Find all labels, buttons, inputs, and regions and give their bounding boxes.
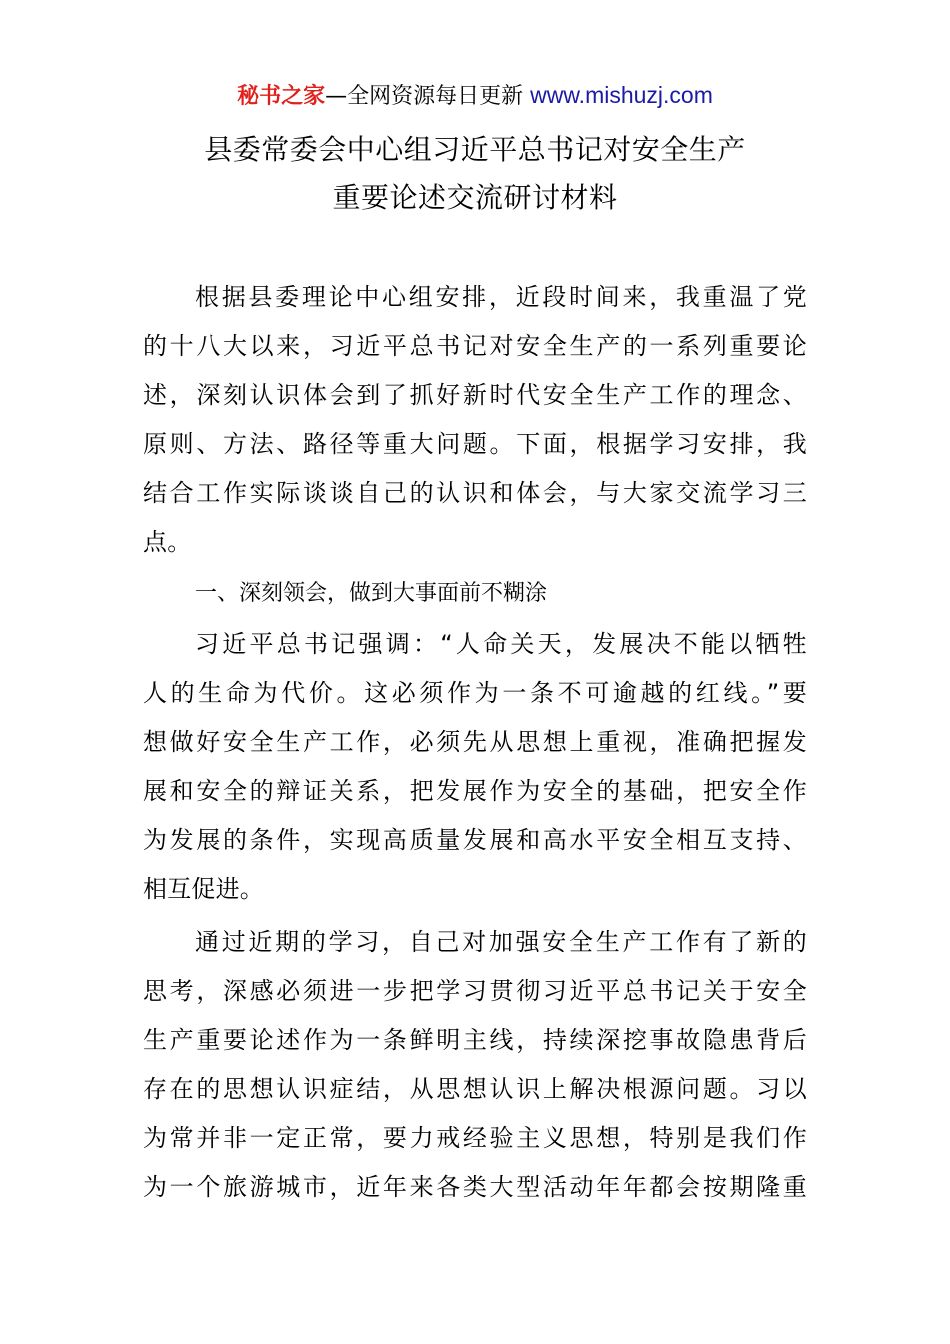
paragraph-line: 根据县委理论中心组安排，近段时间来，我重温了党 <box>195 283 807 311</box>
paragraph-line: 述，深刻认识体会到了抓好新时代安全生产工作的理念、 <box>143 381 807 409</box>
document-title-line-1: 县委常委会中心组习近平总书记对安全生产 <box>204 133 746 166</box>
document-title-line-2: 重要论述交流研讨材料 <box>332 181 618 214</box>
paragraph-line: 结合工作实际谈谈自己的认识和体会，与大家交流学习三 <box>143 479 807 507</box>
site-header <box>0 78 950 114</box>
section-heading-1: 一、深刻领会，做到大事面前不糊涂 <box>195 581 548 606</box>
paragraph-line: 人的生命为代价。这必须作为一条不可逾越的红线。”要 <box>143 679 807 707</box>
paragraph-line: 存在的思想认识症结，从思想认识上解决根源问题。习以 <box>143 1075 807 1103</box>
paragraph-line: 展和安全的辩证关系，把发展作为安全的基础，把安全作 <box>143 777 807 805</box>
paragraph-line: 为常并非一定正常，要力戒经验主义思想，特别是我们作 <box>143 1124 807 1152</box>
paragraph-line: 相互促进。 <box>143 875 264 903</box>
paragraph-line: 为一个旅游城市，近年来各类大型活动年年都会按期隆重 <box>143 1173 807 1201</box>
paragraph-line: 点。 <box>143 528 192 556</box>
paragraph-line: 生产重要论述作为一条鲜明主线，持续深挖事故隐患背后 <box>143 1026 807 1054</box>
paragraph-line: 通过近期的学习，自己对加强安全生产工作有了新的 <box>195 928 807 956</box>
paragraph-line: 思考，深感必须进一步把学习贯彻习近平总书记关于安全 <box>143 977 807 1005</box>
paragraph-line: 习近平总书记强调：“人命关天，发展决不能以牺牲 <box>195 630 807 658</box>
paragraph-line: 为发展的条件，实现高质量发展和高水平安全相互支持、 <box>143 826 807 854</box>
site-url-link[interactable]: www.mishuzj.com <box>530 82 713 108</box>
brand-name: 秘书之家 <box>237 84 326 109</box>
paragraph-line: 的十八大以来，习近平总书记对安全生产的一系列重要论 <box>143 332 807 360</box>
paragraph-line: 原则、方法、路径等重大问题。下面，根据学习安排，我 <box>143 430 807 458</box>
paragraph-line: 想做好安全生产工作，必须先从思想上重视，准确把握发 <box>143 728 807 756</box>
header-tagline: —全网资源每日更新 <box>325 84 524 109</box>
